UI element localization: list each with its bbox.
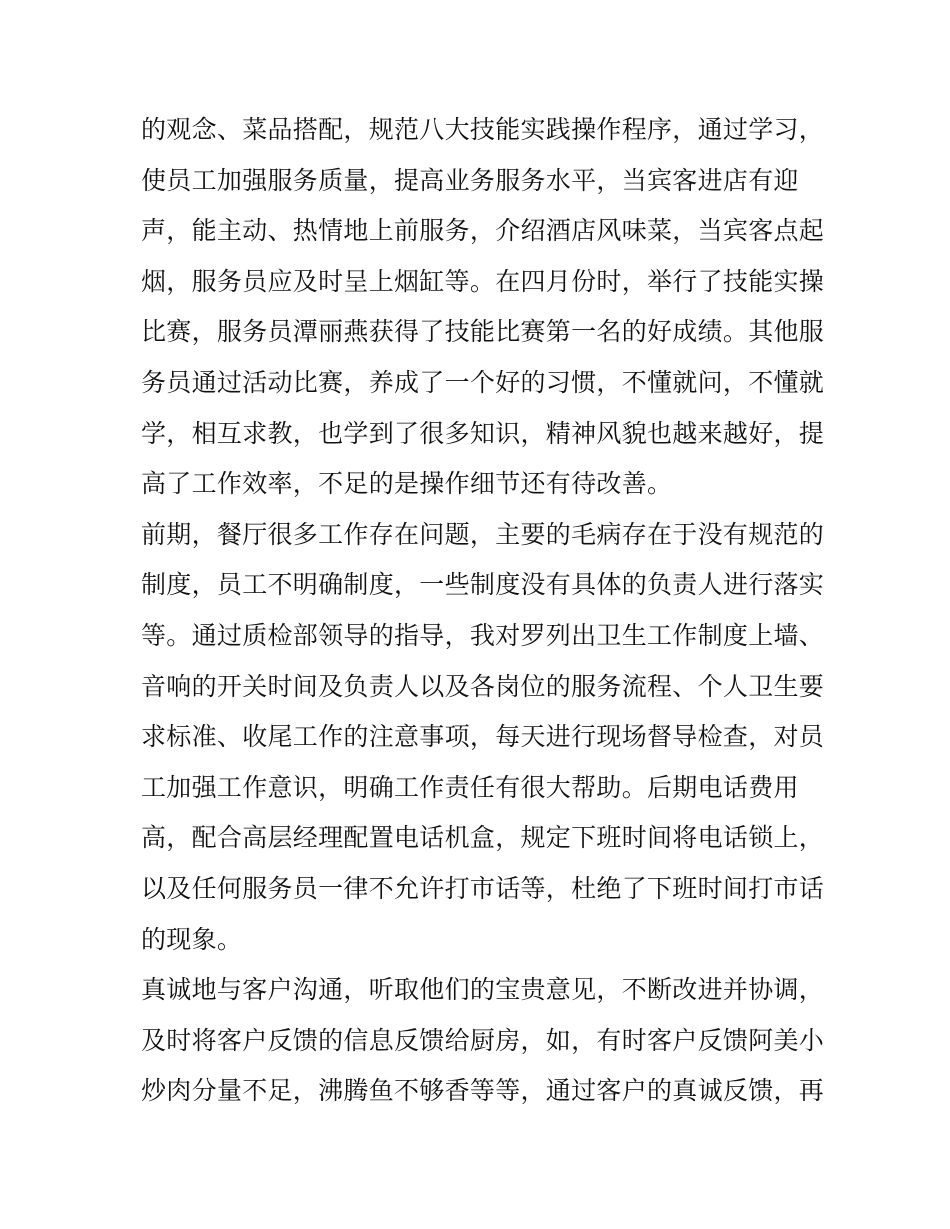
text-line: 务员通过活动比赛，养成了一个好的习惯，不懂就问，不懂就: [141, 367, 825, 397]
text-line: 炒肉分量不足，沸腾鱼不够香等等，通过客户的真诚反馈，再: [141, 1076, 825, 1106]
text-line: 的现象。: [141, 924, 243, 954]
text-line: 等。通过质检部领导的指导，我对罗列出卫生工作制度上墙、: [141, 620, 825, 650]
text-line: 的观念、菜品搭配，规范八大技能实践操作程序，通过学习，: [141, 115, 825, 144]
text-line: 声，能主动、热情地上前服务，介绍酒店风味菜，当宾客点起: [141, 216, 825, 246]
text-line: 及时将客户反馈的信息反馈给厨房，如，有时客户反馈阿美小: [141, 1025, 825, 1055]
text-line: 高了工作效率，不足的是操作细节还有待改善。: [141, 469, 673, 499]
text-line: 烟，服务员应及时呈上烟缸等。在四月份时，举行了技能实操: [141, 266, 825, 296]
text-line: 前期，餐厅很多工作存在问题，主要的毛病存在于没有规范的: [141, 519, 825, 549]
text-line: 学，相互求教，也学到了很多知识，精神风貌也越来越好，提: [141, 418, 825, 448]
text-line: 真诚地与客户沟通，听取他们的宝贵意见，不断改进并协调，: [141, 975, 825, 1005]
text-line: 求标准、收尾工作的注意事项，每天进行现场督导检查，对员: [141, 722, 825, 752]
body-text: [141, 105, 825, 1117]
text-line: 制度，员工不明确制度，一些制度没有具体的负责人进行落实: [141, 570, 825, 600]
text-line: 音响的开关时间及负责人以及各岗位的服务流程、个人卫生要: [141, 671, 825, 701]
text-line: 使员工加强服务质量，提高业务服务水平，当宾客进店有迎: [141, 165, 799, 195]
text-line: 以及任何服务员一律不允许打市话等，杜绝了下班时间打市话: [141, 873, 825, 903]
text-line: 比赛，服务员潭丽燕获得了技能比赛第一名的好成绩。其他服: [141, 317, 825, 347]
text-line: 高，配合高层经理配置电话机盒，规定下班时间将电话锁上，: [141, 823, 825, 853]
text-line: 工加强工作意识，明确工作责任有很大帮助。后期电话费用: [141, 772, 799, 802]
